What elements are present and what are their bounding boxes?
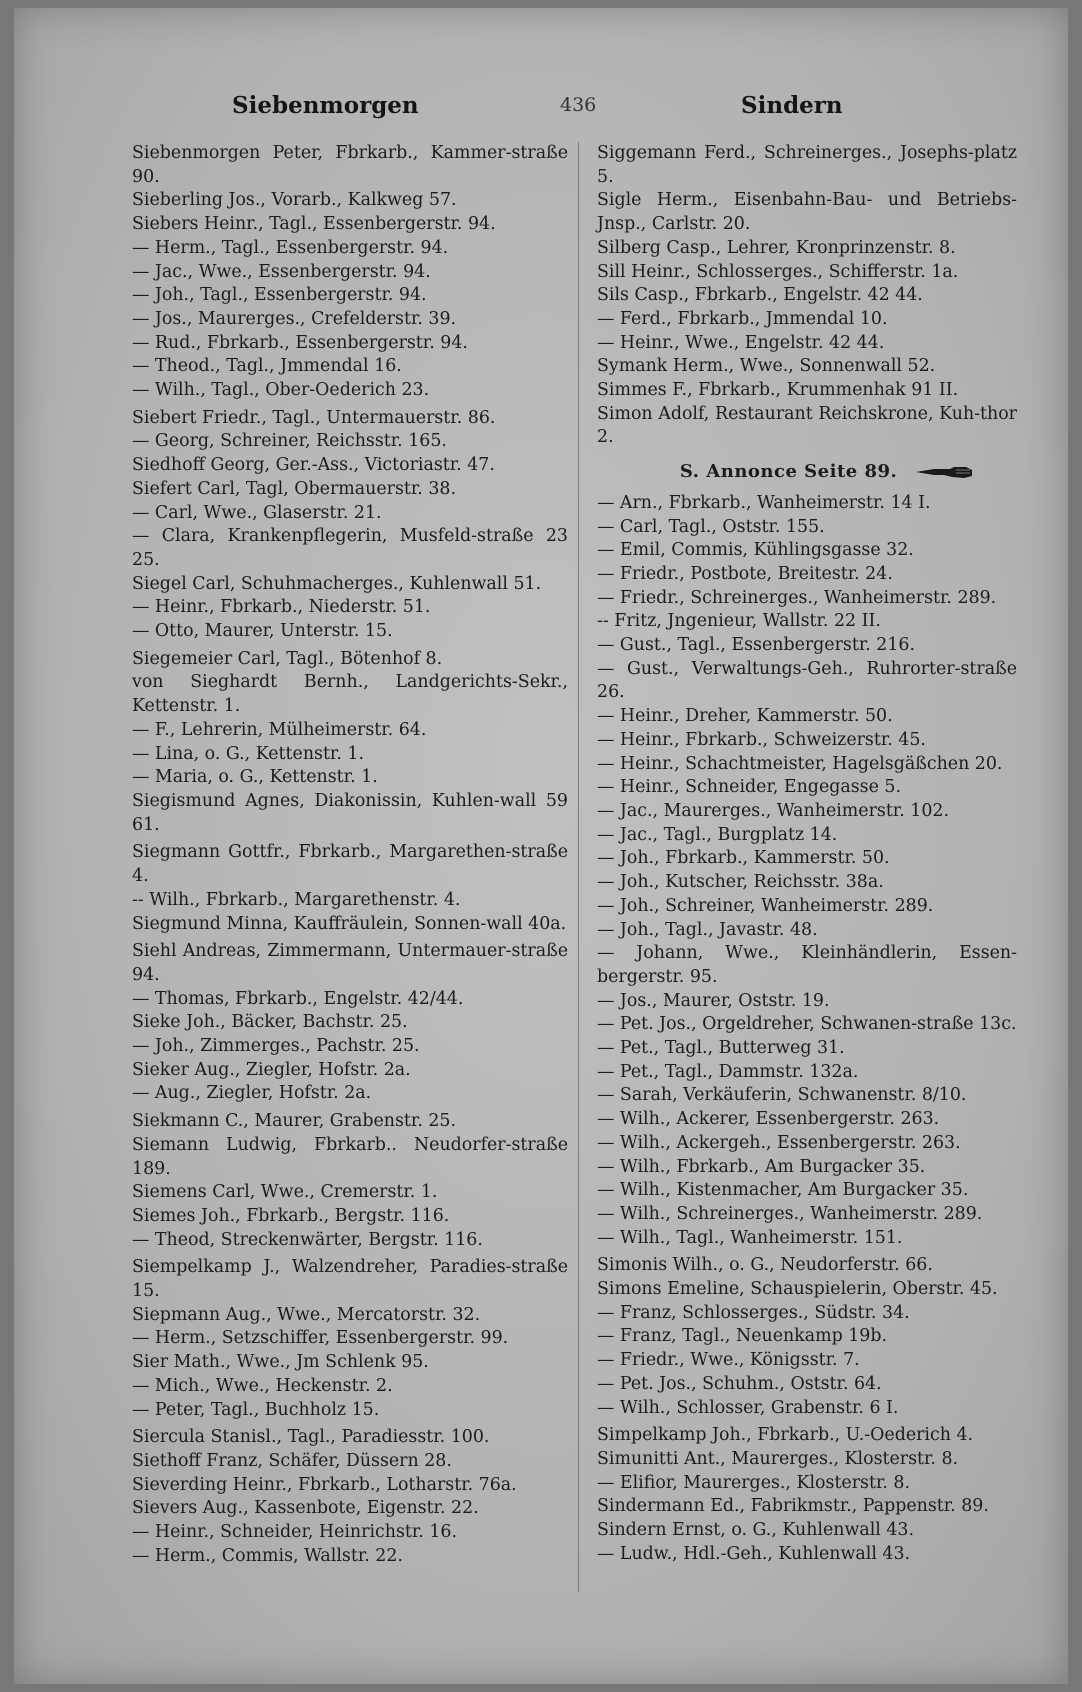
directory-entry: — Jac., Maurerges., Wanheimerstr. 102. (597, 800, 949, 821)
directory-entry: — Herm., Tagl., Essenbergerstr. 94. (132, 237, 449, 258)
running-head-left: Siebenmorgen (232, 92, 419, 119)
directory-entry: Simunitti Ant., Maurerges., Klosterstr. 8. (597, 1448, 959, 1469)
directory-entry: — Gust., Tagl., Essenbergerstr. 216. (597, 635, 916, 656)
directory-entry: Simons Emeline, Schauspielerin, Oberstr. 45. (597, 1279, 998, 1300)
directory-entry: — Peter, Tagl., Buchholz 15. (132, 1399, 380, 1420)
directory-entry: — Wilh., Ackergeh., Essenbergerstr. 263. (597, 1132, 961, 1153)
directory-entry: von Sieghardt Bernh., Landgerichts-Sekr., Kettenstr. 1. (132, 672, 568, 717)
running-head-right: Sindern (741, 92, 843, 119)
directory-entry: — Arn., Fbrkarb., Wanheimerstr. 14 I. (597, 492, 931, 513)
directory-page (14, 8, 1068, 1684)
directory-entry: — Ferd., Fbrkarb., Jmmendal 10. (597, 308, 888, 329)
directory-entry: — Friedr., Postbote, Breitestr. 24. (597, 563, 893, 584)
column-divider (578, 142, 579, 1592)
directory-entry: Sils Casp., Fbrkarb., Engelstr. 42 44. (597, 285, 923, 306)
directory-entry: Symank Herm., Wwe., Sonnenwall 52. (597, 356, 936, 377)
annonce-text: S. Annonce Seite 89. (679, 461, 898, 483)
directory-entry: — Otto, Maurer, Unterstr. 15. (132, 621, 393, 642)
directory-entry: — Ludw., Hdl.-Geh., Kuhlenwall 43. (597, 1543, 911, 1564)
directory-entry: — Gust., Verwaltungs-Geh., Ruhrorter-straße 26. (597, 658, 1017, 703)
directory-entry: Siegel Carl, Schuhmacherges., Kuhlenwall 51. (132, 573, 542, 594)
directory-entry: — Wilh., Tagl., Wanheimerstr. 151. (597, 1227, 903, 1248)
directory-entry: Sieberling Jos., Vorarb., Kalkweg 57. (132, 190, 457, 211)
directory-entry: — Heinr., Dreher, Kammerstr. 50. (597, 706, 893, 727)
directory-entry: — Carl, Tagl., Oststr. 155. (597, 516, 825, 537)
directory-entry: — Pet. Jos., Orgeldreher, Schwanen-straße 13c. (597, 1014, 1017, 1035)
directory-entry: Siefert Carl, Tagl, Obermauerstr. 38. (132, 478, 456, 499)
directory-entry: — Joh., Kutscher, Reichsstr. 38a. (597, 872, 884, 893)
directory-entry: — Friedr., Schreinerges., Wanheimerstr. 289. (597, 587, 997, 608)
directory-entry: -- Fritz, Jngenieur, Wallstr. 22 II. (597, 611, 881, 632)
directory-entry: Sievers Aug., Kassenbote, Eigenstr. 22. (132, 1498, 479, 1519)
directory-entry: — Heinr., Schneider, Heinrichstr. 16. (132, 1522, 457, 1543)
directory-entry: Simpelkamp Joh., Fbrkarb., U.-Oederich 4. (597, 1425, 974, 1446)
directory-entry: Sindermann Ed., Fabrikmstr., Pappenstr. 89. (597, 1496, 989, 1517)
directory-entry: — Clara, Krankenpflegerin, Musfeld-straße 23 25. (132, 526, 568, 570)
directory-entry: Siegmund Minna, Kauffräulein, Sonnen-wall 40a. (132, 913, 567, 934)
directory-entry: Sieker Aug., Ziegler, Hofstr. 2a. (132, 1059, 411, 1080)
directory-entry: — Heinr., Schneider, Engegasse 5. (597, 777, 901, 798)
directory-entry: Siegismund Agnes, Diakonissin, Kuhlen-wall 59 61. (132, 790, 568, 835)
directory-entry: Siercula Stanisl., Tagl., Paradiesstr. 100. (132, 1427, 490, 1448)
directory-entry: Siepmann Aug., Wwe., Mercatorstr. 32. (132, 1304, 481, 1325)
directory-entry: — Heinr., Wwe., Engelstr. 42 44. (597, 332, 885, 353)
directory-entry: Sier Math., Wwe., Jm Schlenk 95. (132, 1352, 429, 1373)
directory-entry: Siedhoff Georg, Ger.-Ass., Victoriastr. 47. (132, 455, 495, 476)
directory-entry: — Wilh., Schreinerges., Wanheimerstr. 289. (597, 1203, 983, 1224)
directory-entry: Silberg Casp., Lehrer, Kronprinzenstr. 8. (597, 237, 956, 258)
directory-entry: — Joh., Fbrkarb., Kammerstr. 50. (597, 848, 890, 869)
directory-entry: — Wilh., Schlosser, Grabenstr. 6 I. (597, 1397, 899, 1418)
directory-entry: — Georg, Schreiner, Reichsstr. 165. (132, 431, 447, 452)
directory-entry: Siemens Carl, Wwe., Cremerstr. 1. (132, 1182, 438, 1203)
directory-entry: — Wilh., Ackerer, Essenbergerstr. 263. (597, 1109, 940, 1130)
directory-entry: — Franz, Schlosserges., Südstr. 34. (597, 1302, 910, 1323)
directory-entry: — Pet., Tagl., Dammstr. 132a. (597, 1061, 859, 1082)
directory-entry: — Herm., Commis, Wallstr. 22. (132, 1545, 403, 1566)
directory-entry: Siehl Andreas, Zimmermann, Untermauer-straße 94. (132, 941, 568, 985)
directory-entry: Simon Adolf, Restaurant Reichskrone, Kuh-thor 2. (597, 403, 1017, 448)
left-column (132, 142, 568, 1568)
directory-entry: — Pet., Tagl., Butterweg 31. (597, 1038, 845, 1059)
directory-entry: Sieverding Heinr., Fbrkarb., Lotharstr. 76a. (132, 1474, 517, 1495)
directory-entry: — F., Lehrerin, Mülheimerstr. 64. (132, 719, 427, 740)
directory-entry: — Sarah, Verkäuferin, Schwanenstr. 8/10. (597, 1085, 967, 1106)
directory-entry: — Pet. Jos., Schuhm., Oststr. 64. (597, 1373, 882, 1394)
directory-entry: Siemann Ludwig, Fbrkarb.. Neudorfer-straße 189. (132, 1134, 568, 1179)
right-column-top (597, 142, 1017, 450)
directory-entry: — Joh., Zimmerges., Pachstr. 25. (132, 1036, 420, 1057)
directory-entry: Siggemann Ferd., Schreinerges., Josephs-platz 5. (597, 143, 1017, 187)
directory-entry: Siegmann Gottfr., Fbrkarb., Margarethen-straße 4. (132, 842, 568, 887)
right-column (597, 142, 1017, 1566)
directory-entry: — Theod, Streckenwärter, Bergstr. 116. (132, 1229, 483, 1250)
directory-entry: Siebenmorgen Peter, Fbrkarb., Kammer-straße 90. (132, 143, 568, 187)
directory-entry: — Emil, Commis, Kühlingsgasse 32. (597, 540, 914, 561)
right-column-bottom (597, 492, 1017, 1567)
directory-entry: — Mich., Wwe., Heckenstr. 2. (132, 1375, 393, 1396)
directory-entry: Siebers Heinr., Tagl., Essenbergerstr. 94. (132, 214, 496, 235)
pointing-hand-icon (914, 465, 974, 479)
directory-entry: Sieke Joh., Bäcker, Bachstr. 25. (132, 1012, 408, 1033)
page-number: 436 (560, 94, 597, 116)
directory-entry: Simmes F., Fbrkarb., Krummenhak 91 II. (597, 380, 959, 401)
directory-entry: — Carl, Wwe., Glaserstr. 21. (132, 502, 382, 523)
directory-entry: — Thomas, Fbrkarb., Engelstr. 42/44. (132, 988, 464, 1009)
directory-entry: Siegemeier Carl, Tagl., Bötenhof 8. (132, 648, 443, 669)
directory-entry: Sigle Herm., Eisenbahn-Bau- und Betriebs-Jnsp., Carlstr. 20. (597, 190, 1017, 235)
directory-entry: — Jac., Wwe., Essenbergerstr. 94. (132, 261, 431, 282)
directory-entry: Siethoff Franz, Schäfer, Düssern 28. (132, 1450, 452, 1471)
directory-entry: — Lina, o. G., Kettenstr. 1. (132, 743, 364, 764)
directory-entry: — Rud., Fbrkarb., Essenbergerstr. 94. (132, 332, 468, 353)
directory-entry: — Joh., Schreiner, Wanheimerstr. 289. (597, 895, 934, 916)
directory-entry: -- Wilh., Fbrkarb., Margarethenstr. 4. (132, 889, 461, 910)
directory-entry: — Johann, Wwe., Kleinhändlerin, Essen-bergerstr. 95. (597, 943, 1017, 987)
directory-entry: — Maria, o. G., Kettenstr. 1. (132, 767, 378, 788)
directory-entry: Sindern Ernst, o. G., Kuhlenwall 43. (597, 1520, 915, 1541)
directory-entry: — Aug., Ziegler, Hofstr. 2a. (132, 1083, 372, 1104)
directory-entry: — Heinr., Fbrkarb., Schweizerstr. 45. (597, 729, 926, 750)
directory-entry: — Heinr., Fbrkarb., Niederstr. 51. (132, 597, 431, 618)
directory-entry: Siebert Friedr., Tagl., Untermauerstr. 86. (132, 407, 496, 428)
directory-entry: — Jos., Maurer, Oststr. 19. (597, 990, 830, 1011)
directory-entry: — Friedr., Wwe., Königsstr. 7. (597, 1350, 860, 1371)
directory-entry: — Elifior, Maurerges., Klosterstr. 8. (597, 1472, 910, 1493)
directory-entry: — Jac., Tagl., Burgplatz 14. (597, 824, 838, 845)
directory-entry: Siemes Joh., Fbrkarb., Bergstr. 116. (132, 1205, 450, 1226)
directory-entry: — Theod., Tagl., Jmmendal 16. (132, 356, 402, 377)
directory-entry: — Wilh., Tagl., Ober-Oederich 23. (132, 380, 430, 401)
directory-entry: Siekmann C., Maurer, Grabenstr. 25. (132, 1111, 457, 1132)
directory-entry: — Joh., Tagl., Javastr. 48. (597, 919, 818, 940)
directory-entry: Siempelkamp J., Walzendreher, Paradies-straße 15. (132, 1257, 568, 1302)
annonce-reference (637, 460, 1017, 484)
directory-entry: — Jos., Maurerges., Crefelderstr. 39. (132, 308, 457, 329)
directory-entry: — Wilh., Kistenmacher, Am Burgacker 35. (597, 1180, 969, 1201)
directory-entry: Sill Heinr., Schlosserges., Schifferstr. 1a. (597, 261, 959, 282)
directory-entry: — Wilh., Fbrkarb., Am Burgacker 35. (597, 1156, 926, 1177)
directory-entry: — Herm., Setzschiffer, Essenbergerstr. 99. (132, 1328, 509, 1349)
directory-entry: — Joh., Tagl., Essenbergerstr. 94. (132, 285, 427, 306)
directory-entry: — Franz, Tagl., Neuenkamp 19b. (597, 1326, 888, 1347)
directory-entry: Simonis Wilh., o. G., Neudorferstr. 66. (597, 1255, 933, 1276)
directory-entry: — Heinr., Schachtmeister, Hagelsgäßchen 20. (597, 753, 1003, 774)
